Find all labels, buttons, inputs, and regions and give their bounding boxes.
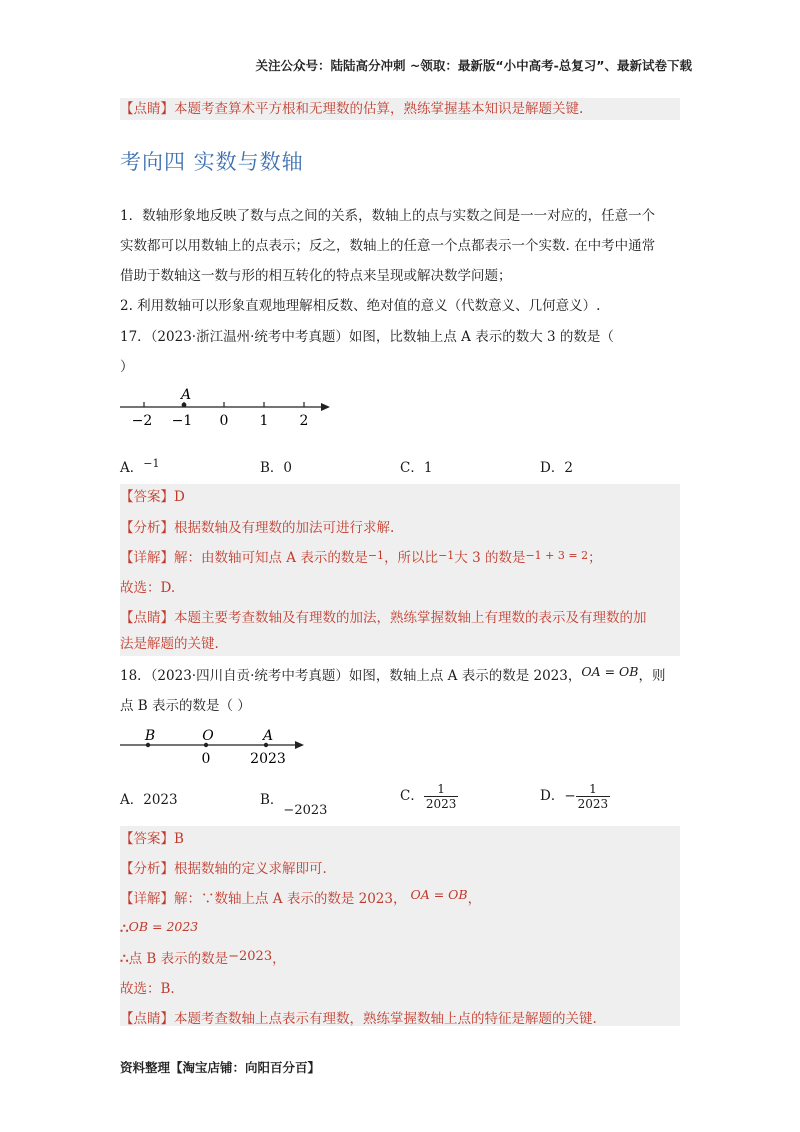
therefore-symbol: ∴ [120, 921, 129, 937]
q17-option-b: B．0 [260, 460, 293, 476]
q17-number-line [118, 383, 338, 433]
q17-analysis [120, 518, 394, 538]
intro-line: 2. 利用数轴可以形象直观地理解相反数、绝对值的意义（代数意义、几何意义）. [120, 298, 601, 314]
q17-stem: 17．（2023·浙江温州·统考中考真题）如图，比数轴上点 A 表示的数大 3 的数是（ [120, 329, 614, 345]
page-footer: 资料整理【淘宝店铺：向阳百分百】 [120, 1060, 321, 1075]
q17-stem-cont: ） [120, 359, 134, 375]
analysis-tag: 【分析】 [120, 861, 174, 877]
q17-solution-bar [120, 484, 680, 656]
q18-option-b-label: B． [260, 792, 284, 808]
q17-option-a-value: −1 [143, 457, 160, 470]
top-note [120, 99, 583, 119]
q18-option-b-value: −2023 [283, 803, 328, 818]
q18-point-label: A [262, 728, 274, 744]
q18-stem-text: 18．（2023·四川自贡·统考中考真题）如图，数轴上点 A 表示的数是 2023， [120, 668, 582, 684]
q17-tick-label: 0 [219, 413, 229, 429]
q18-option-d [540, 782, 610, 811]
detail-text: ， [467, 891, 482, 907]
fraction-numerator: 1 [576, 782, 611, 797]
intro-line: 实数都可以用数轴上的点表示；反之，数轴上的任意一个点都表示一个实数. 在中考中通常 [120, 238, 656, 254]
note-text: 本题主要考查数轴及有理数的加法，熟练掌握数轴上有理数的表示及有理数的加 [174, 610, 647, 626]
detail-tag: 【详解】 [120, 550, 174, 566]
answer-text: B [174, 831, 184, 847]
q18-option-b [260, 790, 328, 818]
intro-line: 1．数轴形象地反映了数与点之间的关系，数轴上的点与实数之间是一一对应的，任意一个 [120, 208, 656, 224]
detail-text: 解：由数轴可知点 A 表示的数是 [174, 550, 368, 566]
q18-note [120, 1009, 597, 1029]
q18-tick-label: 0 [201, 751, 211, 767]
detail-math: −1 + 3 = 2 [525, 549, 589, 562]
q18-step1 [120, 919, 198, 939]
note-text: 本题考查数轴上点表示有理数，熟练掌握数轴上点的特征是解题的关键. [174, 1011, 597, 1027]
q18-tick-label: 2023 [250, 751, 286, 767]
note-tag: 【点睛】 [120, 610, 174, 626]
q17-choose: 故选：D. [120, 580, 176, 596]
analysis-tag: 【分析】 [120, 520, 174, 536]
q17-tick-label: 1 [259, 413, 269, 429]
q17-option-a [120, 458, 159, 479]
q17-tick-label: 2 [299, 413, 309, 429]
analysis-text: 根据数轴及有理数的加法可进行求解. [174, 520, 395, 536]
fraction-denominator: 2023 [577, 797, 609, 811]
q17-option-c: C．1 [400, 460, 433, 476]
q18-number-line [118, 726, 318, 774]
section-title: 考向四 实数与数轴 [120, 150, 304, 174]
q17-note [120, 608, 647, 628]
q17-point-label: A [180, 387, 192, 403]
detail-text: ，所以比 [384, 550, 439, 566]
q18-analysis [120, 859, 327, 879]
q17-option-a-label: A． [120, 460, 144, 476]
q18-point-label: O [202, 728, 214, 744]
q18-choose: 故选：B. [120, 981, 175, 997]
detail-math: OA = OB [410, 887, 468, 902]
detail-text: ； [588, 550, 602, 566]
q17-answer [120, 487, 185, 507]
q18-stem [120, 666, 666, 686]
q18-point-label: B [144, 728, 156, 744]
q18-option-d-fraction [576, 782, 611, 811]
step-math: OB = 2023 [128, 919, 199, 934]
q18-stem-text: ，则 [638, 668, 666, 684]
intro-line: 借助于数轴这一数与形的相互转化的特点来呈现或解决数学问题； [120, 268, 512, 284]
q17-note-cont: 法是解题的关键. [120, 636, 219, 652]
detail-text: 大 3 的数是 [454, 550, 526, 566]
therefore-symbol: ∴ [120, 951, 129, 967]
q18-stem-cont: 点 B 表示的数是（ ） [120, 698, 251, 714]
detail-math: −1 [367, 549, 385, 562]
q18-option-d-label: D． [540, 788, 565, 804]
q18-option-c [400, 782, 458, 811]
top-note-tag: 【点睛】 [120, 101, 174, 117]
q17-tick-label: −1 [171, 413, 193, 429]
q18-option-a: A．2023 [120, 792, 178, 808]
answer-tag: 【答案】 [120, 489, 174, 505]
step-text: 点 B 表示的数是 [128, 951, 229, 967]
step-math: −2023 [228, 949, 273, 964]
top-note-text: 本题考查算术平方根和无理数的估算，熟练掌握基本知识是解题关键. [174, 101, 584, 117]
fraction-denominator: 2023 [425, 797, 457, 811]
q18-option-c-label: C． [400, 788, 424, 804]
analysis-text: 根据数轴的定义求解即可. [174, 861, 327, 877]
q18-step2 [120, 949, 286, 970]
detail-math: −1 [438, 549, 455, 562]
fraction-numerator: 1 [424, 782, 459, 797]
detail-tag: 【详解】 [120, 891, 174, 907]
answer-text: D [174, 489, 185, 505]
detail-text: 解：∵数轴上点 A 表示的数是 2023， [174, 891, 407, 907]
q18-stem-math: OA = OB [581, 664, 639, 679]
page-header: 关注公众号：陆陆高分冲刺 ~领取：最新版“小中高考-总复习”、最新试卷下载 [255, 58, 692, 73]
q18-answer [120, 829, 184, 849]
q17-detail [120, 548, 602, 569]
q17-tick-label: −2 [131, 413, 153, 429]
q18-option-c-fraction [424, 782, 459, 811]
answer-tag: 【答案】 [120, 831, 174, 847]
q17-option-d: D．2 [540, 460, 573, 476]
q18-solution-bar [120, 826, 680, 1026]
q18-option-d-sign: − [564, 788, 576, 804]
note-tag: 【点睛】 [120, 1011, 174, 1027]
step-text: ， [272, 951, 286, 967]
q18-detail [120, 889, 481, 909]
